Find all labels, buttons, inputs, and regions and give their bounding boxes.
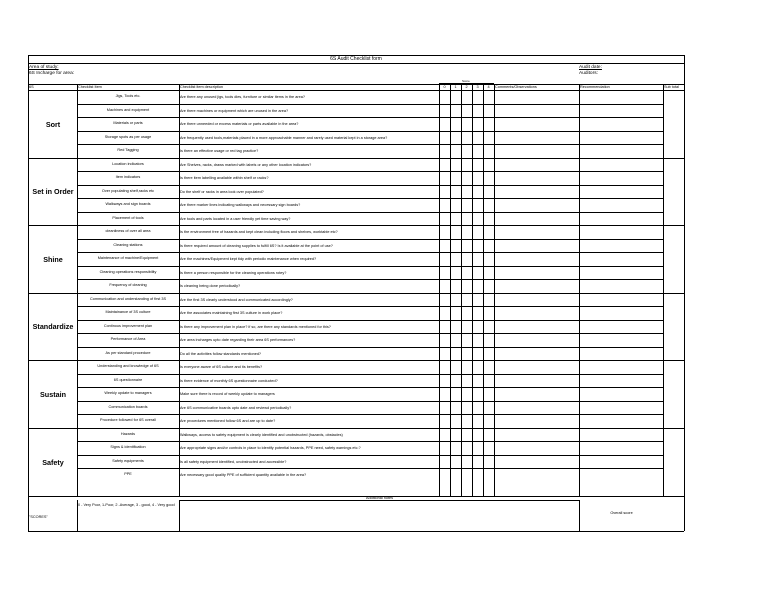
column-line bbox=[77, 84, 78, 496]
col-subtotal-header: Sub total bbox=[664, 85, 679, 89]
checklist-item: Continous improvement plan bbox=[103, 323, 153, 328]
checklist-item: Walkways and sign boards bbox=[105, 202, 151, 206]
checklist-item: Placement of tools bbox=[112, 215, 144, 220]
checklist-description: Are procedures mentioned follow 6S and are up to date? bbox=[180, 419, 276, 423]
footer-line bbox=[77, 500, 78, 531]
audit-date-label: Audit date: bbox=[579, 65, 602, 70]
checklist-description: Are there any unused jigs, tools dies, furniture or similar items in the area? bbox=[180, 95, 305, 99]
score-0-header: 0 bbox=[443, 85, 446, 89]
row-divider bbox=[77, 117, 663, 118]
score-1-header: 1 bbox=[454, 85, 457, 89]
checklist-description: Is everyone aware of 6S culture and its benefits? bbox=[180, 365, 263, 369]
row-divider bbox=[77, 104, 663, 105]
checklist-description: Is cleaning being done periodically? bbox=[180, 284, 241, 288]
checklist-item: 6S questionnaire bbox=[113, 377, 143, 382]
checklist-description: Are there machines or equipment which are unused in the area? bbox=[180, 108, 289, 113]
audit-checklist-sheet bbox=[28, 55, 684, 531]
border-top bbox=[28, 55, 684, 56]
checklist-description: Is there required amount of cleaning supplies to fulfill 6S? Is it available at the point of use? bbox=[180, 243, 333, 248]
category-label: Safety bbox=[42, 457, 64, 467]
score-3-header: 3 bbox=[476, 85, 479, 89]
checklist-description: Is there any improvement plan in place? if so, are there any standards mentioned for this? bbox=[180, 324, 331, 329]
row-divider bbox=[77, 279, 663, 280]
footer-line bbox=[179, 500, 180, 531]
column-line bbox=[461, 84, 462, 496]
row-divider bbox=[77, 468, 663, 469]
row-divider bbox=[77, 266, 663, 267]
column-line bbox=[439, 84, 440, 496]
area-of-study-label: Area of study: bbox=[29, 65, 59, 70]
checklist-item: As per standard procedure bbox=[105, 350, 151, 355]
row-divider bbox=[77, 347, 663, 348]
auditors-label: Auditors: bbox=[579, 71, 598, 76]
checklist-item: Procedure followed for 6S overall bbox=[100, 418, 156, 422]
checklist-item: Performance of Area bbox=[110, 337, 146, 341]
checklist-item: cleanliness of over all area bbox=[105, 229, 151, 233]
column-line bbox=[663, 84, 664, 496]
checklist-description: Are 6S communicative boards upto date and reviewd periodically? bbox=[180, 405, 292, 410]
category-divider bbox=[28, 360, 684, 361]
category-divider bbox=[28, 496, 684, 497]
category-label: Shine bbox=[43, 254, 63, 264]
row-divider bbox=[77, 414, 663, 415]
checklist-item: Storage spots as per usage bbox=[104, 134, 152, 139]
checklist-description: Is the environment free of hazards and kept clean including floors and shelves, worktable etc? bbox=[180, 230, 338, 234]
checklist-description: Are the associates maintaining first 3S culture in work place? bbox=[180, 311, 283, 315]
checklist-description: Are necessary good quality PPE of sufficient quantity available in the area? bbox=[180, 473, 307, 477]
col-header-top bbox=[28, 84, 684, 85]
checklist-item: Safety equipments bbox=[112, 458, 144, 463]
checklist-description: Are appropriate signs and/or controls in place to identify potential hazards, PPE need, safety warnings etc.? bbox=[180, 446, 361, 450]
checklist-description: Are Shelves, racks, draws marked with labels or any other location indicators? bbox=[180, 162, 312, 167]
checklist-item: Location indicators bbox=[112, 161, 144, 166]
checklist-item: Understanding and knowledge of 6S bbox=[97, 364, 159, 368]
category-divider bbox=[28, 293, 684, 294]
category-divider bbox=[28, 225, 684, 226]
category-label: Standardize bbox=[32, 322, 74, 332]
checklist-description: Do all the activities follow standards mentioned? bbox=[180, 351, 262, 356]
score-header: Score bbox=[462, 79, 470, 83]
footer-line bbox=[579, 500, 580, 531]
row-divider bbox=[77, 455, 663, 456]
column-line bbox=[179, 84, 180, 496]
row-divider bbox=[77, 320, 663, 321]
checklist-description: Is there evidence of monthly 6S questionnaire conducted? bbox=[180, 378, 278, 383]
row-divider bbox=[77, 131, 663, 132]
checklist-description: Are the first 3S clearly understood and communicated accordingly? bbox=[180, 297, 293, 302]
checklist-description: Are tools and parts located in a user friendly yet time saving way? bbox=[180, 216, 291, 221]
row-divider bbox=[77, 306, 663, 307]
row-divider bbox=[77, 144, 663, 145]
col-recommendation-header: Recommendation bbox=[580, 85, 610, 89]
notes-divider bbox=[179, 500, 579, 501]
row-divider bbox=[77, 185, 663, 186]
header-divider bbox=[28, 90, 684, 91]
score-2-header: 2 bbox=[465, 85, 468, 89]
checklist-description: Are area incharges upto date regarding their area 6S performances? bbox=[180, 338, 296, 342]
column-line bbox=[483, 84, 484, 496]
checklist-item: Signs & identification bbox=[110, 445, 146, 449]
checklist-item: Communication and understanding of first 3S bbox=[90, 296, 166, 301]
checklist-item: Hazards bbox=[120, 431, 136, 436]
checklist-description: Are frequently used tools,materials placed in a more approachable manner and rarely used material kept in a storage area? bbox=[180, 135, 388, 140]
checklist-description: Is there a person responsible for the cleaning operations rotey? bbox=[180, 270, 287, 275]
score-scale-text: 0 - Very Poor, 1-Poor, 2 -Average, 3 - good, 4 - Very good bbox=[78, 503, 175, 507]
checklist-item: PPE bbox=[124, 472, 132, 476]
column-line bbox=[450, 84, 451, 496]
col-6s-header: 6S bbox=[29, 85, 34, 89]
title-divider bbox=[28, 63, 684, 64]
incharge-label: 6S Incharge for area: bbox=[29, 71, 75, 76]
row-divider bbox=[77, 252, 663, 253]
form-title: 6S Audit Checklist form bbox=[330, 56, 382, 62]
column-line bbox=[579, 84, 580, 496]
col-description-header: Checklist item description bbox=[180, 85, 224, 89]
checklist-description: Is there item labelling available within shelf or racks? bbox=[180, 176, 269, 180]
scores-label: "SCORES" bbox=[29, 515, 48, 519]
row-divider bbox=[77, 239, 663, 240]
checklist-description: Is there an effective usage or red tag practice? bbox=[180, 149, 259, 153]
additional-notes-label: Additional notes bbox=[365, 496, 394, 500]
category-label: Set in Order bbox=[32, 187, 74, 197]
checklist-description: Make sure there is record of weekly update to managers bbox=[180, 392, 275, 396]
checklist-item: Weekly update to managers bbox=[104, 391, 152, 395]
overall-score-label: Overall score bbox=[610, 511, 633, 515]
score-4-header: 4 bbox=[487, 85, 490, 89]
checklist-item: Maintenance of machine/Equipment bbox=[97, 256, 159, 260]
category-divider bbox=[28, 428, 684, 429]
checklist-item: Cleaning stations bbox=[113, 242, 143, 247]
checklist-description: Do the shelf or racks in area look over populated? bbox=[180, 189, 264, 194]
row-divider bbox=[77, 333, 663, 334]
checklist-description: Are there unneeded or excess materials or parts available in the area? bbox=[180, 122, 299, 126]
checklist-item: Frequency of cleaning bbox=[109, 283, 147, 287]
checklist-item: Materials or parts bbox=[113, 121, 143, 125]
checklist-item: Item indicators bbox=[115, 175, 141, 179]
checklist-item: Jigs, Tools etc. bbox=[115, 94, 141, 98]
checklist-description: Are the machines/Equipment kept tidy with periodic maintenance when required? bbox=[180, 257, 317, 261]
category-label: Sustain bbox=[40, 389, 66, 399]
row-divider bbox=[77, 387, 663, 388]
col-checklist-item-header: Checklist Item bbox=[78, 85, 102, 89]
checklist-description: Walkways, access to safety equipment is clearly identified and unobstructed (hazards, obstacles) bbox=[180, 432, 343, 437]
column-line bbox=[472, 84, 473, 496]
col-comments-header: Comments/Observations bbox=[495, 85, 537, 89]
category-divider bbox=[28, 158, 684, 159]
column-line bbox=[494, 84, 495, 496]
category-label: Sort bbox=[45, 119, 61, 129]
border-bottom bbox=[28, 531, 684, 532]
checklist-item: Communication boards bbox=[108, 404, 148, 409]
checklist-description: Is all safety equipment identified, unobstructed and accessible? bbox=[180, 459, 287, 464]
row-divider bbox=[77, 198, 663, 199]
row-divider bbox=[77, 441, 663, 442]
checklist-description: Are there marker lines indicating walkways and necessary sign boards? bbox=[180, 203, 301, 207]
border-right bbox=[684, 55, 685, 531]
checklist-item: Red Tagging bbox=[117, 148, 139, 152]
row-divider bbox=[77, 374, 663, 375]
checklist-item: Machines and equipment bbox=[106, 107, 150, 112]
checklist-item: Over populating shelf,racks etc bbox=[101, 188, 155, 193]
checklist-item: Maintainance of 3S culture bbox=[105, 310, 151, 314]
row-divider bbox=[77, 401, 663, 402]
row-divider bbox=[77, 212, 663, 213]
checklist-item: Cleaning operations responsibility bbox=[99, 269, 157, 274]
row-divider bbox=[77, 171, 663, 172]
